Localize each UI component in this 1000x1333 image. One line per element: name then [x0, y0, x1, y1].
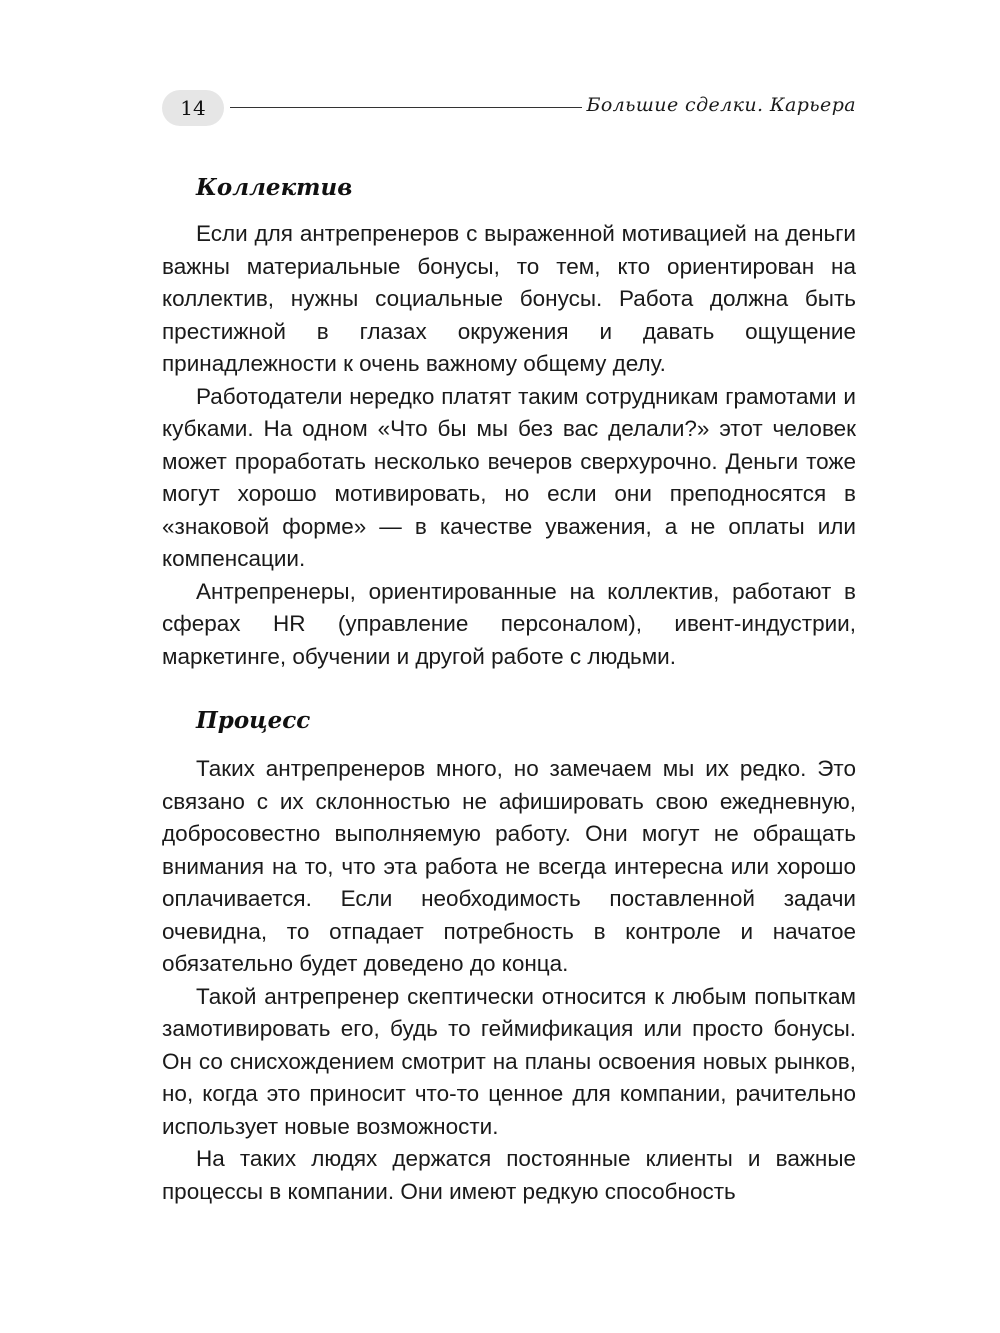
- paragraph: Антрепренеры, ориентированные на коллектив, работают в сферах HR (управление персоналом), ивент-индустрии, маркетинге, обучении и другой работе с людьми.: [162, 578, 856, 669]
- section-kollektiv: [162, 170, 856, 673]
- section-heading: Процесс: [196, 707, 311, 734]
- page-number: 14: [162, 90, 224, 126]
- paragraph: Такой антрепренер скептически относится к любым попыткам замотивировать его, будь то геймификация или просто бонусы. Он со снисхождением смотрит на планы освоения новых рынков, но, когда это приносит что-то ценное для компании, рачительно использует новые возможности.: [162, 983, 856, 1139]
- page-body: [162, 170, 856, 1208]
- running-title: Большие сделки. Карьера: [586, 94, 856, 116]
- page-header: [162, 90, 856, 128]
- header-rule: [230, 107, 582, 108]
- paragraph: На таких людях держатся постоянные клиенты и важные процессы в компании. Они имеют редкую способность: [162, 1146, 856, 1204]
- paragraph: Работодатели нередко платят таким сотрудникам грамотами и кубками. На одном «Что бы мы без вас делали?» этот человек может проработать несколько вечеров сверхурочно. Деньги тоже могут хорошо мотивировать, но если они преподносятся в «знаковой форме» — в качестве уважения, а не оплаты или компенсации.: [162, 383, 856, 571]
- paragraph: Таких антрепренеров много, но замечаем мы их редко. Это связано с их склонностью не афишировать свою ежедневную, добросовестно выполняемую работу. Они могут не обращать внимания на то, что эта работа не всегда интересна или хорошо оплачивается. Если необходимость поставленной задачи очевидна, то отпадает потребность в контроле и начатое обязательно будет доведено до конца.: [162, 756, 856, 976]
- section-heading: Коллектив: [196, 174, 353, 201]
- section-protsess: [162, 703, 856, 1208]
- paragraph: Если для антрепренеров с выраженной мотивацией на деньги важны материальные бонусы, то тем, кто ориентирован на коллектив, нужны социальные бонусы. Работа должна быть престижной в глазах окружения и давать ощущение принадлежности к очень важному общему делу.: [162, 221, 856, 376]
